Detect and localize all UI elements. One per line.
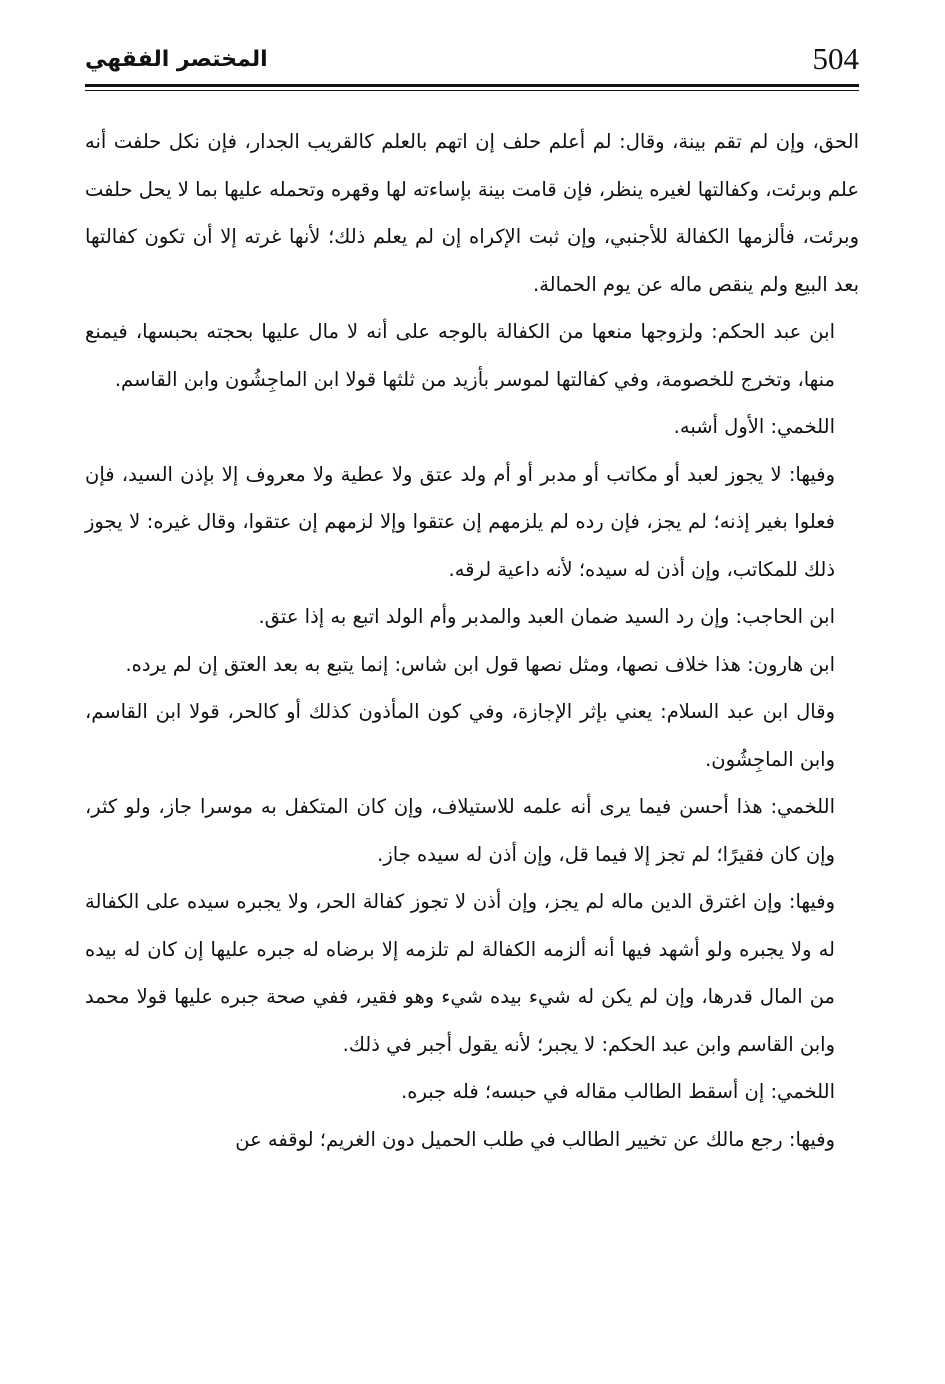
paragraph: ابن عبد الحكم: ولزوجها منعها من الكفالة بالوجه على أنه لا مال عليها بحجته بحبسها، فيمنع منها، وتخرج للخصومة، وفي كفالتها لموسر بأزيد من ثلثها قولا ابن الماجِشُون وابن القاسم. [85,320,835,391]
paragraph: ابن الحاجب: وإن رد السيد ضمان العبد والمدبر وأم الولد اتبع به إذا عتق. [258,605,835,628]
paragraph: وقال ابن عبد السلام: يعني بإثر الإجازة، وفي كون المأذون كذلك أو كالحر، قولا ابن القاسم، وابن الماجِشُون. [85,700,835,771]
paragraph: وفيها: رجع مالك عن تخيير الطالب في طلب الحميل دون الغريم؛ لوقفه عن [235,1127,835,1151]
paragraph: اللخمي: هذا أحسن فيما يرى أنه علمه للاستيلاف، وإن كان المتكفل به موسرا جاز، ولو كثر، وإن كان فقيرًا؛ لم تجز إلا فيما قل، وإن أذن له سيده جاز. [85,795,835,866]
paragraph: اللخمي: إن أسقط الطالب مقاله في حبسه؛ فله جبره. [401,1080,835,1103]
paragraph: وفيها: لا يجوز لعبد أو مكاتب أو مدبر أو أم ولد عتق ولا عطية ولا معروف إلا بإذن السيد، فإن فعلوا بغير إذنه؛ لم يجز، فإن رده لم يلزمهم إن عتقوا وإلا لزمهم إن عتقوا، وقال غيره: لا يجوز ذلك للمكاتب، وإن أذن له سيده؛ لأنه داعية لرقه. [85,462,835,581]
paragraph: اللخمي: الأول أشبه. [673,415,835,438]
body-text [85,118,859,1163]
running-title: المختصر الفقهي [85,47,268,72]
paragraph: وفيها: وإن اغترق الدين ماله لم يجز، وإن أذن لا تجوز كفالة الحر، ولا يجبره سيده على الكفالة له ولا يجبره ولو أشهد فيها أنه ألزمه الكفالة لم تلزمه إلا برضاه له جبره عليها إن كان له بيده من المال قدرها، وإن لم يكن له شيء بيده شيء وهو فقير، ففي صحة جبره عليها قولا محمد وابن القاسم وابن عبد الحكم: لا يجبر؛ لأنه يقول أجبر في ذلك. [85,890,835,1056]
paragraph: ابن هارون: هذا خلاف نصها، ومثل نصها قول ابن شاس: إنما يتبع به بعد العتق إن لم يرده. [125,652,835,676]
page-number: 504 [812,41,859,76]
paragraph: الحق، وإن لم تقم بينة، وقال: لم أعلم حلف إن اتهم بالعلم كالقريب الجدار، فإن نكل حلفت أنه علم وبرئت، وكفالتها لغيره ينظر، فإن قامت بينة بإساءته لها وقهره وتحمله عليها بما لا يحل حلفت وبرئت، فألزمها الكفالة للأجنبي، وإن ثبت الإكراه إن لم يعلم ذلك؛ لأنها غرته إلا أن تكون كفالتها بعد البيع ولم ينقص ماله عن يوم الحمالة. [85,130,859,296]
header-rule-thick [85,84,859,87]
header-rule-thin [85,90,859,91]
page-header [85,38,859,82]
